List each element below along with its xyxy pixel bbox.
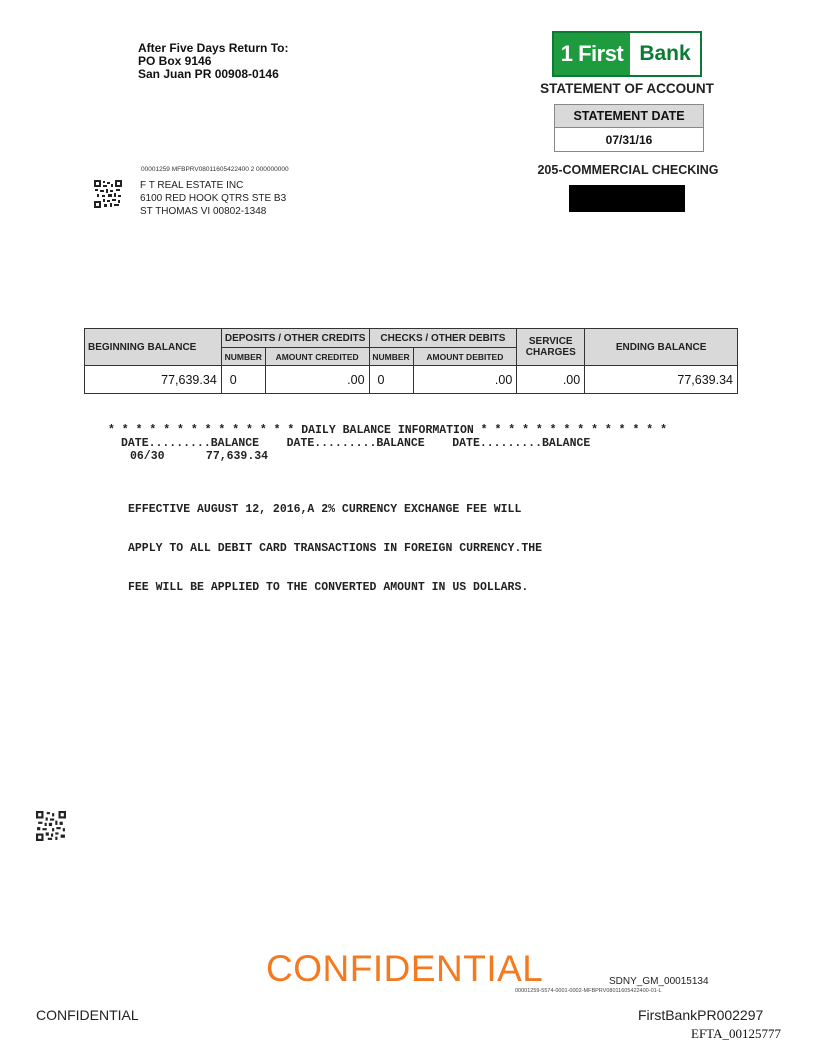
amount-debited-value: .00 (413, 366, 517, 394)
address-street: 6100 RED HOOK QTRS STE B3 (140, 193, 287, 204)
amount-credited-header: AMOUNT CREDITED (265, 348, 369, 366)
checks-number-header: NUMBER (369, 348, 413, 366)
beginning-balance-value: 77,639.34 (85, 366, 222, 394)
amount-credited-value: .00 (265, 366, 369, 394)
barcode-icon (94, 180, 122, 208)
mail-code: 00001259 MFBPRV08011605422400 2 000000000 (141, 166, 289, 173)
document-tracking-code: 00001259-5574-0001-0002-MFBPRV08011605422400-01-L (515, 988, 662, 994)
fee-notice-line3: FEE WILL BE APPLIED TO THE CONVERTED AMOUNT IN US DOLLARS. (128, 581, 529, 594)
firstbank-bates-number: FirstBankPR002297 (638, 1007, 764, 1023)
return-address-line1: After Five Days Return To: (138, 41, 289, 55)
account-holder-name: F T REAL ESTATE INC (140, 180, 244, 191)
efta-number: EFTA_00125777 (691, 1026, 781, 1041)
logo-left-text: 1 First (554, 33, 630, 75)
fee-notice (128, 477, 542, 607)
return-address-line2: PO Box 9146 (138, 54, 212, 68)
fee-notice-line2: APPLY TO ALL DEBIT CARD TRANSACTIONS IN FOREIGN CURRENCY.THE (128, 542, 543, 555)
amount-debited-header: AMOUNT DEBITED (413, 348, 517, 366)
account-type: 205-COMMERCIAL CHECKING (537, 163, 719, 177)
daily-balance-columns: DATE.........BALANCE DATE.........BALANCE DATE.........BALANCE (121, 437, 591, 450)
confidential-label: CONFIDENTIAL (36, 1007, 139, 1023)
statement-date-label: STATEMENT DATE (555, 105, 703, 128)
return-address-line3: San Juan PR 00908-0146 (138, 67, 279, 81)
checks-number-value: 0 (369, 366, 413, 394)
deposits-number-value: 0 (221, 366, 265, 394)
account-summary-table (84, 328, 738, 394)
deposits-number-header: NUMBER (221, 348, 265, 366)
deposits-header: DEPOSITS / OTHER CREDITS (221, 329, 369, 348)
ending-balance-value: 77,639.34 (585, 366, 738, 394)
statement-date-value: 07/31/16 (605, 133, 653, 147)
service-charges-value: .00 (517, 366, 585, 394)
checks-header: CHECKS / OTHER DEBITS (369, 329, 517, 348)
redaction-bar (569, 185, 685, 212)
beginning-balance-header: BEGINNING BALANCE (85, 329, 222, 366)
address-city: ST THOMAS VI 00802-1348 (140, 206, 267, 217)
confidential-stamp: CONFIDENTIAL (266, 948, 544, 989)
mailing-address (140, 179, 286, 218)
return-address (138, 42, 288, 81)
barcode-icon (36, 811, 66, 841)
logo-right-text: Bank (630, 33, 700, 75)
summary-values-row (85, 366, 738, 394)
statement-date-box (554, 104, 704, 152)
sdny-bates-number: SDNY_GM_00015134 (609, 976, 709, 987)
fee-notice-line1: EFFECTIVE AUGUST 12, 2016,A 2% CURRENCY EXCHANGE FEE WILL (128, 503, 522, 516)
firstbank-logo (552, 31, 702, 77)
ending-balance-header: ENDING BALANCE (585, 329, 738, 366)
daily-balance-header: * * * * * * * * * * * * * * DAILY BALANCE INFORMATION * * * * * * * * * * * * * * (108, 424, 667, 437)
statement-title: STATEMENT OF ACCOUNT (540, 81, 714, 96)
daily-balance-row: 06/30 77,639.34 (130, 450, 269, 463)
service-charges-header: SERVICE CHARGES (517, 329, 585, 366)
